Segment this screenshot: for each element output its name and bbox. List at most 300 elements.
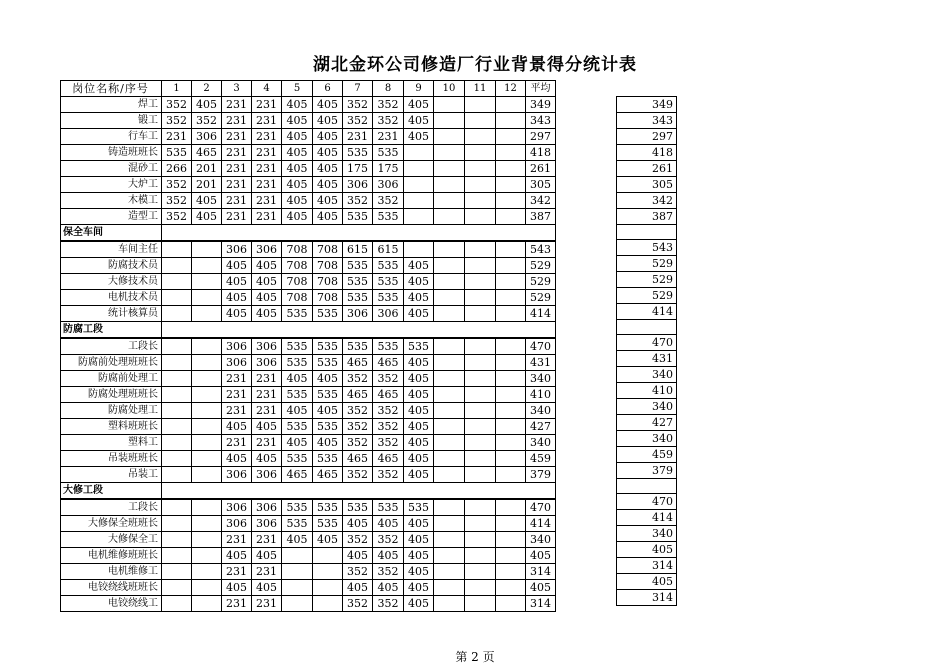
score-cell: 352 [162, 209, 192, 225]
score-cell [192, 403, 222, 419]
score-cell: 405 [343, 548, 373, 564]
score-cell: 465 [343, 387, 373, 403]
score-cell: 231 [222, 387, 252, 403]
score-cell: 231 [222, 371, 252, 387]
score-cell [434, 338, 465, 355]
score-cell: 352 [162, 193, 192, 209]
score-cell: 535 [313, 355, 343, 371]
score-cell: 231 [252, 532, 282, 548]
table-row [61, 129, 556, 145]
side-blank-row [617, 225, 677, 240]
score-cell: 535 [343, 209, 373, 225]
position-name: 大修保全班班长 [61, 516, 162, 532]
score-cell: 405 [404, 516, 434, 532]
score-cell [162, 451, 192, 467]
score-cell: 405 [282, 209, 313, 225]
score-cell [162, 274, 192, 290]
score-cell: 231 [252, 403, 282, 419]
score-cell: 405 [222, 290, 252, 306]
score-cell: 231 [373, 129, 404, 145]
side-average-cell: 459 [617, 447, 677, 463]
score-cell: 535 [373, 209, 404, 225]
score-cell [192, 290, 222, 306]
side-average-cell: 405 [617, 574, 677, 590]
score-cell: 352 [162, 113, 192, 129]
average-cell: 297 [526, 129, 556, 145]
score-cell: 405 [313, 129, 343, 145]
score-cell: 352 [343, 532, 373, 548]
score-cell: 405 [222, 258, 252, 274]
side-average-cell: 470 [617, 335, 677, 351]
table-row [61, 193, 556, 209]
header-col-2: 2 [192, 81, 222, 97]
table-row [61, 451, 556, 467]
score-cell: 708 [282, 274, 313, 290]
score-cell: 405 [404, 403, 434, 419]
score-cell [496, 467, 526, 483]
score-cell [496, 548, 526, 564]
score-cell [496, 145, 526, 161]
side-row [617, 494, 677, 510]
score-cell: 708 [282, 241, 313, 258]
score-cell: 405 [313, 145, 343, 161]
score-cell [434, 371, 465, 387]
score-cell: 231 [222, 403, 252, 419]
score-cell: 535 [282, 451, 313, 467]
score-cell: 405 [404, 290, 434, 306]
score-cell: 405 [313, 371, 343, 387]
score-cell [192, 306, 222, 322]
page-title: 湖北金环公司修造厂行业背景得分统计表 [313, 55, 637, 75]
score-cell [496, 451, 526, 467]
score-cell: 708 [282, 290, 313, 306]
score-cell [192, 258, 222, 274]
side-row [617, 129, 677, 145]
score-cell [192, 371, 222, 387]
score-cell: 405 [252, 548, 282, 564]
score-cell [434, 387, 465, 403]
score-cell [465, 355, 496, 371]
score-cell [404, 177, 434, 193]
side-blank-row [617, 320, 677, 335]
table-row [61, 580, 556, 596]
side-average-cell: 414 [617, 304, 677, 320]
side-average-cell: 387 [617, 209, 677, 225]
average-cell: 405 [526, 548, 556, 564]
score-cell: 405 [282, 532, 313, 548]
score-cell: 231 [222, 177, 252, 193]
score-cell: 405 [282, 435, 313, 451]
side-blank-cell [617, 225, 677, 240]
score-cell [404, 161, 434, 177]
score-cell [465, 451, 496, 467]
score-cell: 352 [373, 113, 404, 129]
side-row [617, 304, 677, 320]
score-table [60, 80, 556, 612]
side-average-cell: 305 [617, 177, 677, 193]
score-cell [465, 161, 496, 177]
score-cell [162, 290, 192, 306]
score-cell [434, 596, 465, 612]
score-cell [282, 580, 313, 596]
table-row [61, 435, 556, 451]
score-cell [404, 209, 434, 225]
score-cell: 306 [252, 338, 282, 355]
score-cell: 405 [222, 451, 252, 467]
position-name: 混砂工 [61, 161, 162, 177]
score-cell: 231 [252, 161, 282, 177]
side-average-cell: 529 [617, 256, 677, 272]
score-cell [434, 532, 465, 548]
average-cell: 529 [526, 258, 556, 274]
score-cell: 306 [252, 355, 282, 371]
position-name: 铸造班班长 [61, 145, 162, 161]
score-cell: 535 [343, 338, 373, 355]
average-cell: 470 [526, 338, 556, 355]
side-average-cell: 343 [617, 113, 677, 129]
score-cell [162, 258, 192, 274]
score-cell [434, 290, 465, 306]
section-filler [162, 322, 556, 339]
score-cell [192, 338, 222, 355]
score-cell: 535 [373, 145, 404, 161]
score-cell: 405 [282, 193, 313, 209]
score-cell [465, 129, 496, 145]
side-average-cell: 427 [617, 415, 677, 431]
score-cell: 231 [252, 129, 282, 145]
score-cell: 231 [252, 97, 282, 113]
average-cell: 379 [526, 467, 556, 483]
score-cell [496, 596, 526, 612]
header-col-12: 12 [496, 81, 526, 97]
score-cell: 231 [222, 596, 252, 612]
score-cell: 405 [252, 274, 282, 290]
header-col-1: 1 [162, 81, 192, 97]
score-cell [465, 274, 496, 290]
score-cell: 535 [313, 516, 343, 532]
score-cell: 465 [373, 387, 404, 403]
score-cell: 231 [222, 193, 252, 209]
score-cell: 352 [343, 467, 373, 483]
score-cell: 231 [222, 97, 252, 113]
score-cell: 306 [252, 241, 282, 258]
score-cell: 306 [222, 355, 252, 371]
position-name: 吊装班班长 [61, 451, 162, 467]
side-row [617, 558, 677, 574]
score-cell: 231 [222, 161, 252, 177]
header-col-10: 10 [434, 81, 465, 97]
score-cell: 405 [404, 274, 434, 290]
score-cell [496, 387, 526, 403]
score-cell [162, 580, 192, 596]
side-blank-row [617, 479, 677, 494]
score-cell [313, 548, 343, 564]
table-row [61, 355, 556, 371]
score-cell: 615 [373, 241, 404, 258]
score-cell: 535 [282, 387, 313, 403]
side-average-cell: 261 [617, 161, 677, 177]
average-cell: 529 [526, 290, 556, 306]
score-cell [496, 241, 526, 258]
side-row [617, 351, 677, 367]
score-cell [465, 306, 496, 322]
side-average-cell: 340 [617, 526, 677, 542]
score-cell: 352 [343, 596, 373, 612]
side-row [617, 463, 677, 479]
side-row [617, 288, 677, 304]
score-cell [434, 548, 465, 564]
score-cell: 405 [404, 451, 434, 467]
average-cell: 410 [526, 387, 556, 403]
side-average-cell: 340 [617, 367, 677, 383]
score-cell [434, 355, 465, 371]
score-cell: 405 [404, 564, 434, 580]
score-cell: 405 [404, 258, 434, 274]
score-cell: 405 [222, 580, 252, 596]
position-name: 防腐前处理工 [61, 371, 162, 387]
score-cell: 405 [373, 548, 404, 564]
score-cell: 465 [313, 467, 343, 483]
score-cell: 535 [343, 274, 373, 290]
score-cell: 306 [222, 467, 252, 483]
score-cell: 405 [282, 177, 313, 193]
score-cell [162, 371, 192, 387]
score-cell [192, 499, 222, 516]
score-cell: 535 [282, 419, 313, 435]
score-cell: 465 [282, 467, 313, 483]
position-name: 统计核算员 [61, 306, 162, 322]
score-cell: 405 [282, 403, 313, 419]
score-cell: 535 [313, 387, 343, 403]
score-cell [496, 209, 526, 225]
score-cell: 405 [282, 113, 313, 129]
average-cell: 340 [526, 532, 556, 548]
position-name: 电机技术员 [61, 290, 162, 306]
score-cell: 405 [222, 306, 252, 322]
side-row [617, 542, 677, 558]
score-cell: 405 [282, 371, 313, 387]
score-cell: 352 [373, 564, 404, 580]
score-cell: 175 [343, 161, 373, 177]
score-cell: 352 [162, 97, 192, 113]
side-average-cell: 340 [617, 399, 677, 415]
score-cell [434, 209, 465, 225]
side-row [617, 447, 677, 463]
table-row [61, 564, 556, 580]
score-cell [465, 371, 496, 387]
position-name: 防腐处理工 [61, 403, 162, 419]
score-cell: 535 [373, 258, 404, 274]
score-cell: 535 [282, 338, 313, 355]
score-cell: 405 [404, 580, 434, 596]
score-cell [434, 499, 465, 516]
score-cell: 231 [252, 113, 282, 129]
score-cell [496, 306, 526, 322]
score-cell: 405 [404, 355, 434, 371]
table-row [61, 467, 556, 483]
score-cell [465, 532, 496, 548]
table-row [61, 113, 556, 129]
side-average-cell: 410 [617, 383, 677, 399]
score-cell: 352 [162, 177, 192, 193]
position-name: 塑料班班长 [61, 419, 162, 435]
average-cell: 414 [526, 516, 556, 532]
score-cell: 352 [373, 419, 404, 435]
score-cell: 535 [343, 258, 373, 274]
side-row [617, 161, 677, 177]
table-row [61, 403, 556, 419]
side-average-cell: 314 [617, 558, 677, 574]
score-cell: 405 [404, 97, 434, 113]
side-row [617, 367, 677, 383]
score-cell: 405 [313, 209, 343, 225]
average-cell: 387 [526, 209, 556, 225]
score-cell [313, 596, 343, 612]
score-cell: 231 [222, 532, 252, 548]
score-cell [465, 113, 496, 129]
score-cell [162, 516, 192, 532]
score-cell: 352 [373, 435, 404, 451]
side-average-cell: 431 [617, 351, 677, 367]
average-cell: 343 [526, 113, 556, 129]
score-cell [192, 548, 222, 564]
score-cell: 405 [313, 113, 343, 129]
side-row [617, 415, 677, 431]
score-cell: 405 [222, 419, 252, 435]
score-cell [282, 564, 313, 580]
average-cell: 340 [526, 403, 556, 419]
score-cell [192, 419, 222, 435]
score-cell: 405 [404, 419, 434, 435]
average-cell: 305 [526, 177, 556, 193]
score-cell: 535 [373, 274, 404, 290]
page-number: 第 2 页 [455, 650, 495, 664]
side-blank-cell [617, 479, 677, 494]
score-cell [434, 451, 465, 467]
score-cell [496, 499, 526, 516]
score-cell: 352 [373, 97, 404, 113]
score-cell: 535 [313, 338, 343, 355]
score-cell [496, 532, 526, 548]
average-cell: 340 [526, 435, 556, 451]
side-row [617, 177, 677, 193]
score-cell [434, 241, 465, 258]
score-cell: 708 [282, 258, 313, 274]
score-cell: 306 [373, 306, 404, 322]
header-position-label: 岗位名称/序号 [61, 81, 162, 97]
score-cell: 306 [252, 467, 282, 483]
table-row [61, 209, 556, 225]
score-cell: 352 [343, 113, 373, 129]
side-row [617, 431, 677, 447]
side-row [617, 256, 677, 272]
score-cell [496, 355, 526, 371]
side-average-cell: 297 [617, 129, 677, 145]
score-cell: 535 [313, 451, 343, 467]
score-cell: 231 [222, 435, 252, 451]
score-cell [465, 97, 496, 113]
position-name: 造型工 [61, 209, 162, 225]
table-row [61, 290, 556, 306]
score-cell: 306 [373, 177, 404, 193]
side-row [617, 510, 677, 526]
score-cell: 405 [373, 516, 404, 532]
score-cell: 405 [282, 97, 313, 113]
score-cell [465, 241, 496, 258]
score-cell: 535 [282, 355, 313, 371]
side-row [617, 335, 677, 351]
score-cell: 535 [282, 499, 313, 516]
table-row [61, 548, 556, 564]
position-name: 电铰绕线班班长 [61, 580, 162, 596]
side-row [617, 272, 677, 288]
side-row [617, 526, 677, 542]
score-cell: 352 [343, 403, 373, 419]
average-cell: 342 [526, 193, 556, 209]
position-name: 电机维修班班长 [61, 548, 162, 564]
score-cell: 231 [252, 193, 282, 209]
side-average-cell: 342 [617, 193, 677, 209]
score-cell [496, 193, 526, 209]
score-cell [496, 564, 526, 580]
score-cell: 231 [252, 209, 282, 225]
score-cell [162, 419, 192, 435]
score-cell [162, 355, 192, 371]
score-cell [496, 403, 526, 419]
score-cell [162, 532, 192, 548]
position-name: 电机维修工 [61, 564, 162, 580]
score-cell: 266 [162, 161, 192, 177]
score-cell [465, 435, 496, 451]
score-cell [162, 338, 192, 355]
score-cell: 405 [404, 387, 434, 403]
side-row [617, 590, 677, 606]
score-cell: 231 [252, 387, 282, 403]
section-title: 大修工段 [61, 483, 162, 500]
score-cell: 405 [313, 435, 343, 451]
average-cell: 314 [526, 596, 556, 612]
table-row [61, 532, 556, 548]
score-cell: 405 [252, 290, 282, 306]
average-copy-column [616, 96, 677, 606]
score-cell: 465 [373, 451, 404, 467]
average-cell: 405 [526, 580, 556, 596]
score-cell: 615 [343, 241, 373, 258]
score-cell: 352 [373, 193, 404, 209]
score-cell [434, 306, 465, 322]
position-name: 行车工 [61, 129, 162, 145]
score-cell [162, 548, 192, 564]
table-row [61, 499, 556, 516]
header-average: 平均 [526, 81, 556, 97]
score-cell: 201 [192, 161, 222, 177]
score-cell [192, 596, 222, 612]
score-cell: 405 [404, 596, 434, 612]
score-cell: 535 [404, 338, 434, 355]
score-cell: 405 [222, 548, 252, 564]
score-cell: 352 [343, 435, 373, 451]
score-cell [465, 145, 496, 161]
score-cell: 231 [222, 564, 252, 580]
side-row [617, 574, 677, 590]
score-cell: 352 [343, 97, 373, 113]
score-cell [496, 177, 526, 193]
score-cell: 352 [373, 596, 404, 612]
score-cell: 535 [343, 290, 373, 306]
table-row [61, 241, 556, 258]
table-row [61, 338, 556, 355]
score-cell [465, 419, 496, 435]
